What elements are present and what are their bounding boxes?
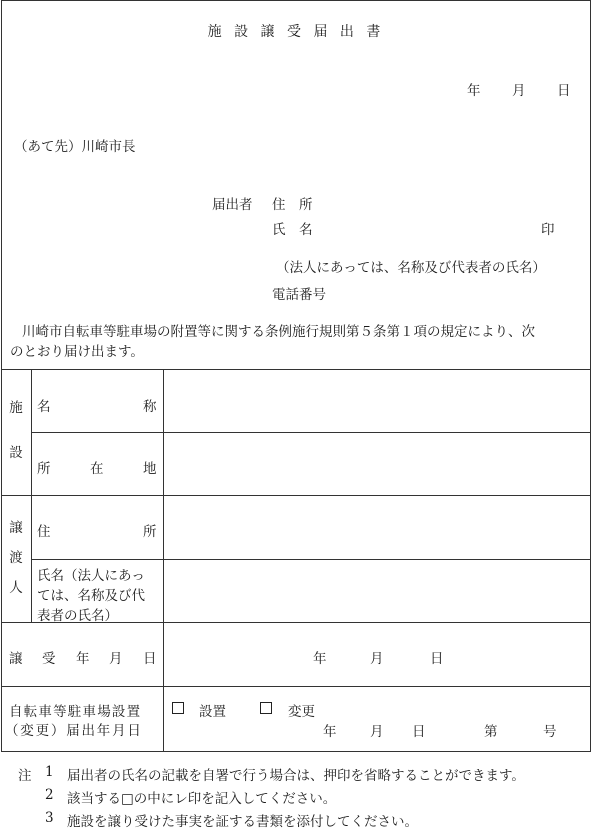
transferor-name-label-line-3: 表者の氏名） xyxy=(37,608,118,624)
frame-left xyxy=(1,0,2,752)
change-checkbox-label: 変更 xyxy=(288,704,315,720)
notifier-address-label: 住 所 xyxy=(272,197,313,213)
intro-line-1: 川崎市自転車等駐車場の附置等に関する条例施行規則第５条第１項の規定により、次 xyxy=(22,324,535,340)
note-3-text: 施設を譲り受けた事実を証する書類を添付してください。 xyxy=(67,814,418,830)
transfer-date-month: 月 xyxy=(370,651,384,667)
parking-no-suffix: 号 xyxy=(543,724,557,740)
facility-group-char-1: 施 xyxy=(9,400,23,416)
transferor-name-label-line-2: ては、名称及び代 xyxy=(37,588,145,604)
facility-group-char-2: 設 xyxy=(9,445,23,461)
frame-top xyxy=(1,0,591,1)
parking-date-year: 年 xyxy=(323,724,337,740)
parking-date-month: 月 xyxy=(370,724,384,740)
facility-location-label-2: 在 xyxy=(90,461,104,477)
transfer-date-label-3: 年 xyxy=(76,651,90,667)
facility-location-label-3: 地 xyxy=(143,461,157,477)
transfer-date-label-1: 譲 xyxy=(9,651,23,667)
transferor-group-char-3: 人 xyxy=(9,580,23,596)
transferor-group-char-1: 譲 xyxy=(9,520,23,536)
note-2-text: 該当する□の中にレ印を記入してください。 xyxy=(67,791,337,807)
transfer-date-year: 年 xyxy=(313,651,327,667)
facility-location-field[interactable] xyxy=(164,433,590,495)
note-2-num: 2 xyxy=(45,787,54,803)
parking-label-line-2: （変更）届出年月日 xyxy=(5,723,143,739)
change-checkbox[interactable] xyxy=(260,702,272,714)
transferor-name-label-line-1: 氏名（法人にあっ xyxy=(37,568,145,584)
parking-no-prefix: 第 xyxy=(484,724,498,740)
header-date-day: 日 xyxy=(557,83,571,99)
facility-location-label-1: 所 xyxy=(37,461,51,477)
frame-right xyxy=(590,0,591,752)
transferor-address-label-left: 住 xyxy=(37,524,51,540)
facility-name-label-right: 称 xyxy=(143,399,157,415)
note-1-num: 1 xyxy=(45,764,54,780)
transferor-address-label-right: 所 xyxy=(143,524,157,540)
notes-label: 注 xyxy=(18,768,32,784)
corp-note: （法人にあっては、名称及び代表者の氏名） xyxy=(276,260,546,276)
intro-line-2: のとおり届け出ます。 xyxy=(10,344,144,360)
page-title: 施 設 譲 受 届 出 書 xyxy=(207,24,385,40)
note-3-num: 3 xyxy=(45,810,54,826)
header-date-month: 月 xyxy=(512,83,526,99)
seal-mark: 印 xyxy=(541,222,555,238)
transfer-date-label-4: 月 xyxy=(109,651,123,667)
note-1-text: 届出者の氏名の記載を自署で行う場合は、押印を省略することができます。 xyxy=(67,768,525,784)
facility-name-label-left: 名 xyxy=(37,399,51,415)
header-date-year: 年 xyxy=(467,83,481,99)
transferor-group-char-2: 渡 xyxy=(9,550,23,566)
facility-name-field[interactable] xyxy=(164,370,590,432)
addressee: （あて先）川崎市長 xyxy=(14,139,136,155)
row-line-5 xyxy=(1,686,591,687)
parking-date-day: 日 xyxy=(412,724,426,740)
transfer-date-day: 日 xyxy=(430,651,444,667)
transfer-date-label-5: 日 xyxy=(143,651,157,667)
group-col-line xyxy=(31,369,32,623)
setup-checkbox[interactable] xyxy=(172,702,184,714)
frame-bottom xyxy=(1,751,591,752)
transfer-date-label-2: 受 xyxy=(42,651,56,667)
phone-label: 電話番号 xyxy=(272,287,326,303)
notifier-name-label: 氏 名 xyxy=(272,222,313,238)
notifier-label: 届出者 xyxy=(212,197,253,213)
setup-checkbox-label: 設置 xyxy=(199,704,226,720)
transferor-name-field[interactable] xyxy=(164,560,590,622)
transferor-address-field[interactable] xyxy=(164,496,590,559)
parking-label-line-1: 自転車等駐車場設置 xyxy=(9,704,142,720)
